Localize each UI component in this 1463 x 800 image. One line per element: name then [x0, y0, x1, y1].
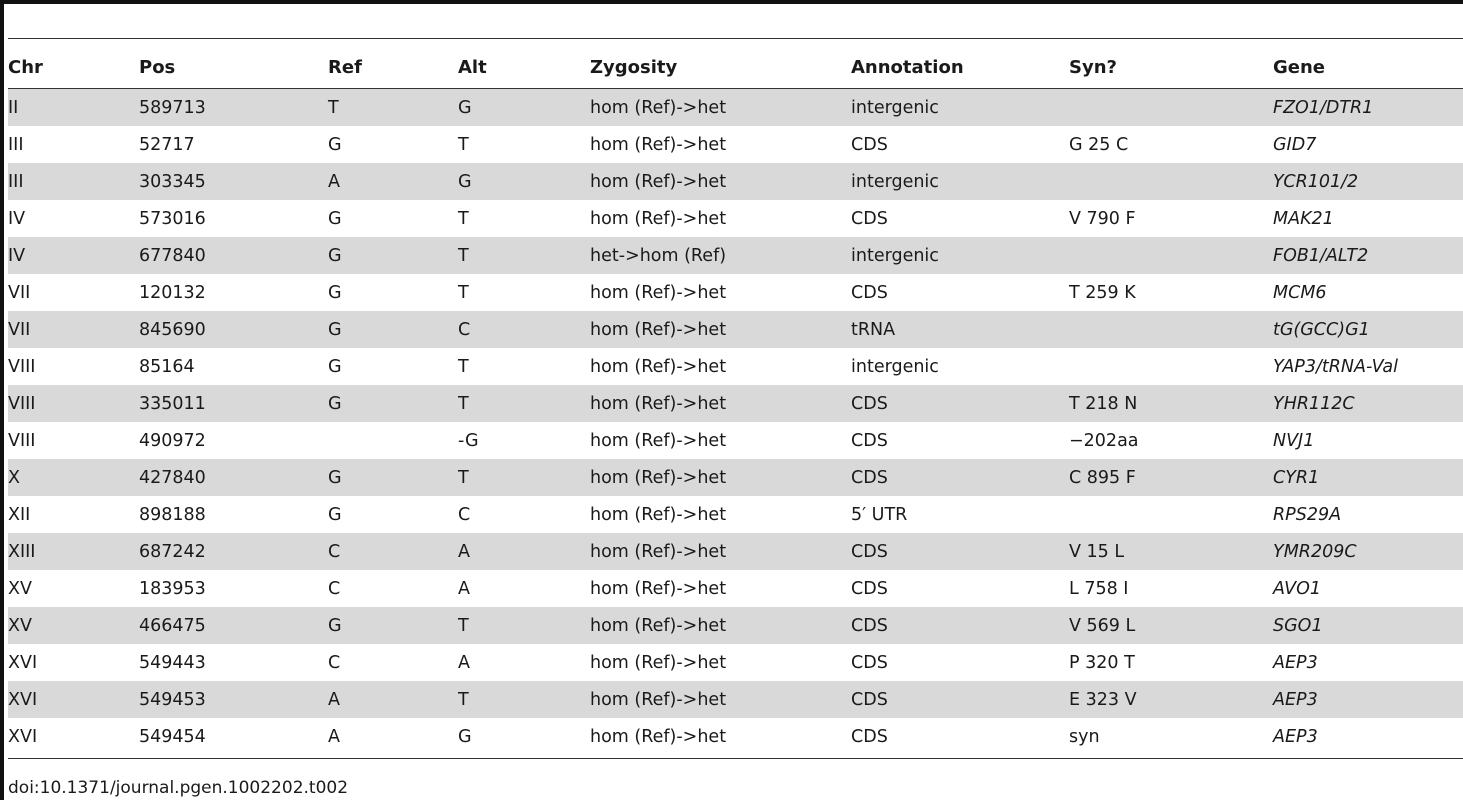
- cell-chr: VII: [8, 319, 31, 340]
- table-row: [8, 718, 1463, 755]
- cell-chr: XV: [8, 578, 32, 599]
- cell-syn: V 790 F: [1069, 208, 1136, 229]
- header-ref: Ref: [328, 56, 362, 78]
- cell-zygosity: hom (Ref)->het: [590, 541, 727, 562]
- cell-syn: C 895 F: [1069, 467, 1136, 488]
- cell-gene: tG(GCC)G1: [1273, 319, 1370, 340]
- cell-alt: G: [458, 97, 472, 118]
- cell-gene: FOB1/ALT2: [1273, 245, 1369, 266]
- table-doi-footnote: doi:10.1371/journal.pgen.1002202.t002: [8, 778, 349, 798]
- cell-chr: III: [8, 171, 24, 192]
- cell-chr: III: [8, 134, 24, 155]
- cell-chr: XVI: [8, 689, 38, 710]
- cell-alt: G: [458, 171, 472, 192]
- cell-chr: IV: [8, 208, 26, 229]
- cell-annotation: intergenic: [851, 97, 939, 118]
- cell-gene: YHR112C: [1273, 393, 1355, 414]
- cell-zygosity: hom (Ref)->het: [590, 689, 727, 710]
- header-annotation: Annotation: [851, 56, 964, 78]
- cell-annotation: CDS: [851, 208, 888, 229]
- left-border: [0, 0, 4, 800]
- cell-annotation: 5′ UTR: [851, 504, 908, 525]
- cell-chr: XII: [8, 504, 31, 525]
- table-row: [8, 200, 1463, 237]
- cell-gene: YCR101/2: [1273, 171, 1359, 192]
- cell-annotation: CDS: [851, 652, 888, 673]
- cell-ref: G: [328, 356, 342, 377]
- header-alt: Alt: [458, 56, 487, 78]
- cell-gene: MCM6: [1273, 282, 1327, 303]
- cell-syn: −202aa: [1069, 430, 1139, 451]
- cell-pos: 85164: [139, 356, 195, 377]
- cell-gene: YAP3/tRNA-Val: [1273, 356, 1399, 377]
- cell-pos: 589713: [139, 97, 206, 118]
- cell-pos: 335011: [139, 393, 206, 414]
- cell-syn: P 320 T: [1069, 652, 1135, 673]
- cell-zygosity: hom (Ref)->het: [590, 319, 727, 340]
- cell-zygosity: hom (Ref)->het: [590, 393, 727, 414]
- cell-pos: 549453: [139, 689, 206, 710]
- cell-ref: G: [328, 245, 342, 266]
- table-top-rule: [8, 38, 1463, 39]
- cell-gene: AEP3: [1273, 652, 1318, 673]
- cell-pos: 549443: [139, 652, 206, 673]
- cell-annotation: CDS: [851, 134, 888, 155]
- cell-alt: G: [458, 726, 472, 747]
- table-row: [8, 533, 1463, 570]
- cell-chr: IV: [8, 245, 26, 266]
- cell-chr: VII: [8, 282, 31, 303]
- cell-zygosity: hom (Ref)->het: [590, 504, 727, 525]
- cell-ref: A: [328, 689, 340, 710]
- cell-gene: FZO1/DTR1: [1273, 97, 1374, 118]
- cell-ref: G: [328, 208, 342, 229]
- cell-pos: 898188: [139, 504, 206, 525]
- cell-chr: X: [8, 467, 20, 488]
- header-syn: Syn?: [1069, 56, 1117, 78]
- cell-zygosity: hom (Ref)->het: [590, 134, 727, 155]
- table-row: [8, 163, 1463, 200]
- cell-gene: AEP3: [1273, 726, 1318, 747]
- cell-syn: syn: [1069, 726, 1100, 747]
- variants-table: [8, 46, 1463, 755]
- cell-syn: L 758 I: [1069, 578, 1129, 599]
- cell-gene: RPS29A: [1273, 504, 1342, 525]
- top-border: [0, 0, 1463, 4]
- cell-gene: AVO1: [1273, 578, 1321, 599]
- cell-ref: G: [328, 504, 342, 525]
- cell-chr: XIII: [8, 541, 36, 562]
- cell-zygosity: hom (Ref)->het: [590, 171, 727, 192]
- cell-pos: 120132: [139, 282, 206, 303]
- cell-gene: NVJ1: [1273, 430, 1315, 451]
- cell-pos: 845690: [139, 319, 206, 340]
- cell-alt: T: [458, 282, 469, 303]
- cell-pos: 303345: [139, 171, 206, 192]
- cell-alt: T: [458, 208, 469, 229]
- cell-alt: T: [458, 356, 469, 377]
- cell-pos: 466475: [139, 615, 206, 636]
- cell-gene: GID7: [1273, 134, 1317, 155]
- table-row: [8, 274, 1463, 311]
- cell-ref: T: [328, 97, 339, 118]
- cell-gene: YMR209C: [1273, 541, 1357, 562]
- cell-zygosity: hom (Ref)->het: [590, 282, 727, 303]
- cell-alt: A: [458, 578, 470, 599]
- cell-syn: V 569 L: [1069, 615, 1136, 636]
- table-row: [8, 681, 1463, 718]
- table-header-row: [8, 46, 1463, 89]
- cell-alt: T: [458, 467, 469, 488]
- cell-gene: SGO1: [1273, 615, 1323, 636]
- cell-zygosity: hom (Ref)->het: [590, 208, 727, 229]
- cell-ref: G: [328, 282, 342, 303]
- cell-chr: VIII: [8, 393, 36, 414]
- cell-zygosity: hom (Ref)->het: [590, 97, 727, 118]
- header-chr: Chr: [8, 56, 43, 78]
- cell-syn: T 218 N: [1069, 393, 1138, 414]
- cell-annotation: intergenic: [851, 171, 939, 192]
- cell-chr: XV: [8, 615, 32, 636]
- cell-syn: V 15 L: [1069, 541, 1125, 562]
- cell-ref: G: [328, 393, 342, 414]
- cell-pos: 687242: [139, 541, 206, 562]
- cell-chr: VIII: [8, 430, 36, 451]
- table-row: [8, 422, 1463, 459]
- cell-pos: 573016: [139, 208, 206, 229]
- cell-alt: T: [458, 134, 469, 155]
- cell-alt: T: [458, 245, 469, 266]
- cell-ref: A: [328, 171, 340, 192]
- cell-zygosity: het->hom (Ref): [590, 245, 727, 266]
- header-pos: Pos: [139, 56, 176, 78]
- table-row: [8, 570, 1463, 607]
- cell-pos: 183953: [139, 578, 206, 599]
- cell-gene: CYR1: [1273, 467, 1320, 488]
- table-row: [8, 607, 1463, 644]
- cell-alt: -G: [458, 430, 479, 451]
- cell-annotation: CDS: [851, 615, 888, 636]
- cell-annotation: CDS: [851, 689, 888, 710]
- table-bottom-rule: [8, 758, 1463, 759]
- cell-zygosity: hom (Ref)->het: [590, 578, 727, 599]
- cell-zygosity: hom (Ref)->het: [590, 652, 727, 673]
- cell-zygosity: hom (Ref)->het: [590, 356, 727, 377]
- cell-pos: 52717: [139, 134, 195, 155]
- cell-annotation: tRNA: [851, 319, 896, 340]
- cell-ref: C: [328, 541, 341, 562]
- cell-zygosity: hom (Ref)->het: [590, 430, 727, 451]
- cell-ref: C: [328, 578, 341, 599]
- cell-chr: VIII: [8, 356, 36, 377]
- table-row: [8, 644, 1463, 681]
- cell-alt: A: [458, 541, 470, 562]
- cell-annotation: CDS: [851, 467, 888, 488]
- cell-annotation: CDS: [851, 578, 888, 599]
- cell-syn: E 323 V: [1069, 689, 1137, 710]
- cell-pos: 677840: [139, 245, 206, 266]
- cell-pos: 549454: [139, 726, 206, 747]
- cell-annotation: intergenic: [851, 356, 939, 377]
- cell-ref: G: [328, 615, 342, 636]
- cell-alt: T: [458, 689, 469, 710]
- cell-alt: T: [458, 393, 469, 414]
- cell-gene: MAK21: [1273, 208, 1334, 229]
- cell-syn: T 259 K: [1069, 282, 1136, 303]
- cell-ref: A: [328, 726, 340, 747]
- cell-alt: C: [458, 319, 471, 340]
- table-body: [8, 89, 1463, 755]
- cell-chr: II: [8, 97, 19, 118]
- table-row: [8, 496, 1463, 533]
- cell-syn: G 25 C: [1069, 134, 1129, 155]
- table-row: [8, 89, 1463, 126]
- cell-zygosity: hom (Ref)->het: [590, 467, 727, 488]
- cell-alt: A: [458, 652, 470, 673]
- table-row: [8, 237, 1463, 274]
- cell-ref: G: [328, 467, 342, 488]
- cell-annotation: CDS: [851, 282, 888, 303]
- cell-annotation: CDS: [851, 726, 888, 747]
- table-row: [8, 459, 1463, 496]
- cell-annotation: CDS: [851, 393, 888, 414]
- cell-pos: 427840: [139, 467, 206, 488]
- cell-annotation: intergenic: [851, 245, 939, 266]
- table-row: [8, 385, 1463, 422]
- header-zygosity: Zygosity: [590, 56, 678, 78]
- cell-alt: T: [458, 615, 469, 636]
- cell-zygosity: hom (Ref)->het: [590, 726, 727, 747]
- cell-ref: C: [328, 652, 341, 673]
- cell-chr: XVI: [8, 726, 38, 747]
- cell-chr: XVI: [8, 652, 38, 673]
- table-row: [8, 348, 1463, 385]
- cell-ref: G: [328, 134, 342, 155]
- table-row: [8, 311, 1463, 348]
- cell-ref: G: [328, 319, 342, 340]
- cell-gene: AEP3: [1273, 689, 1318, 710]
- cell-zygosity: hom (Ref)->het: [590, 615, 727, 636]
- table-row: [8, 126, 1463, 163]
- header-gene: Gene: [1273, 56, 1326, 78]
- cell-annotation: CDS: [851, 430, 888, 451]
- cell-annotation: CDS: [851, 541, 888, 562]
- cell-alt: C: [458, 504, 471, 525]
- cell-pos: 490972: [139, 430, 206, 451]
